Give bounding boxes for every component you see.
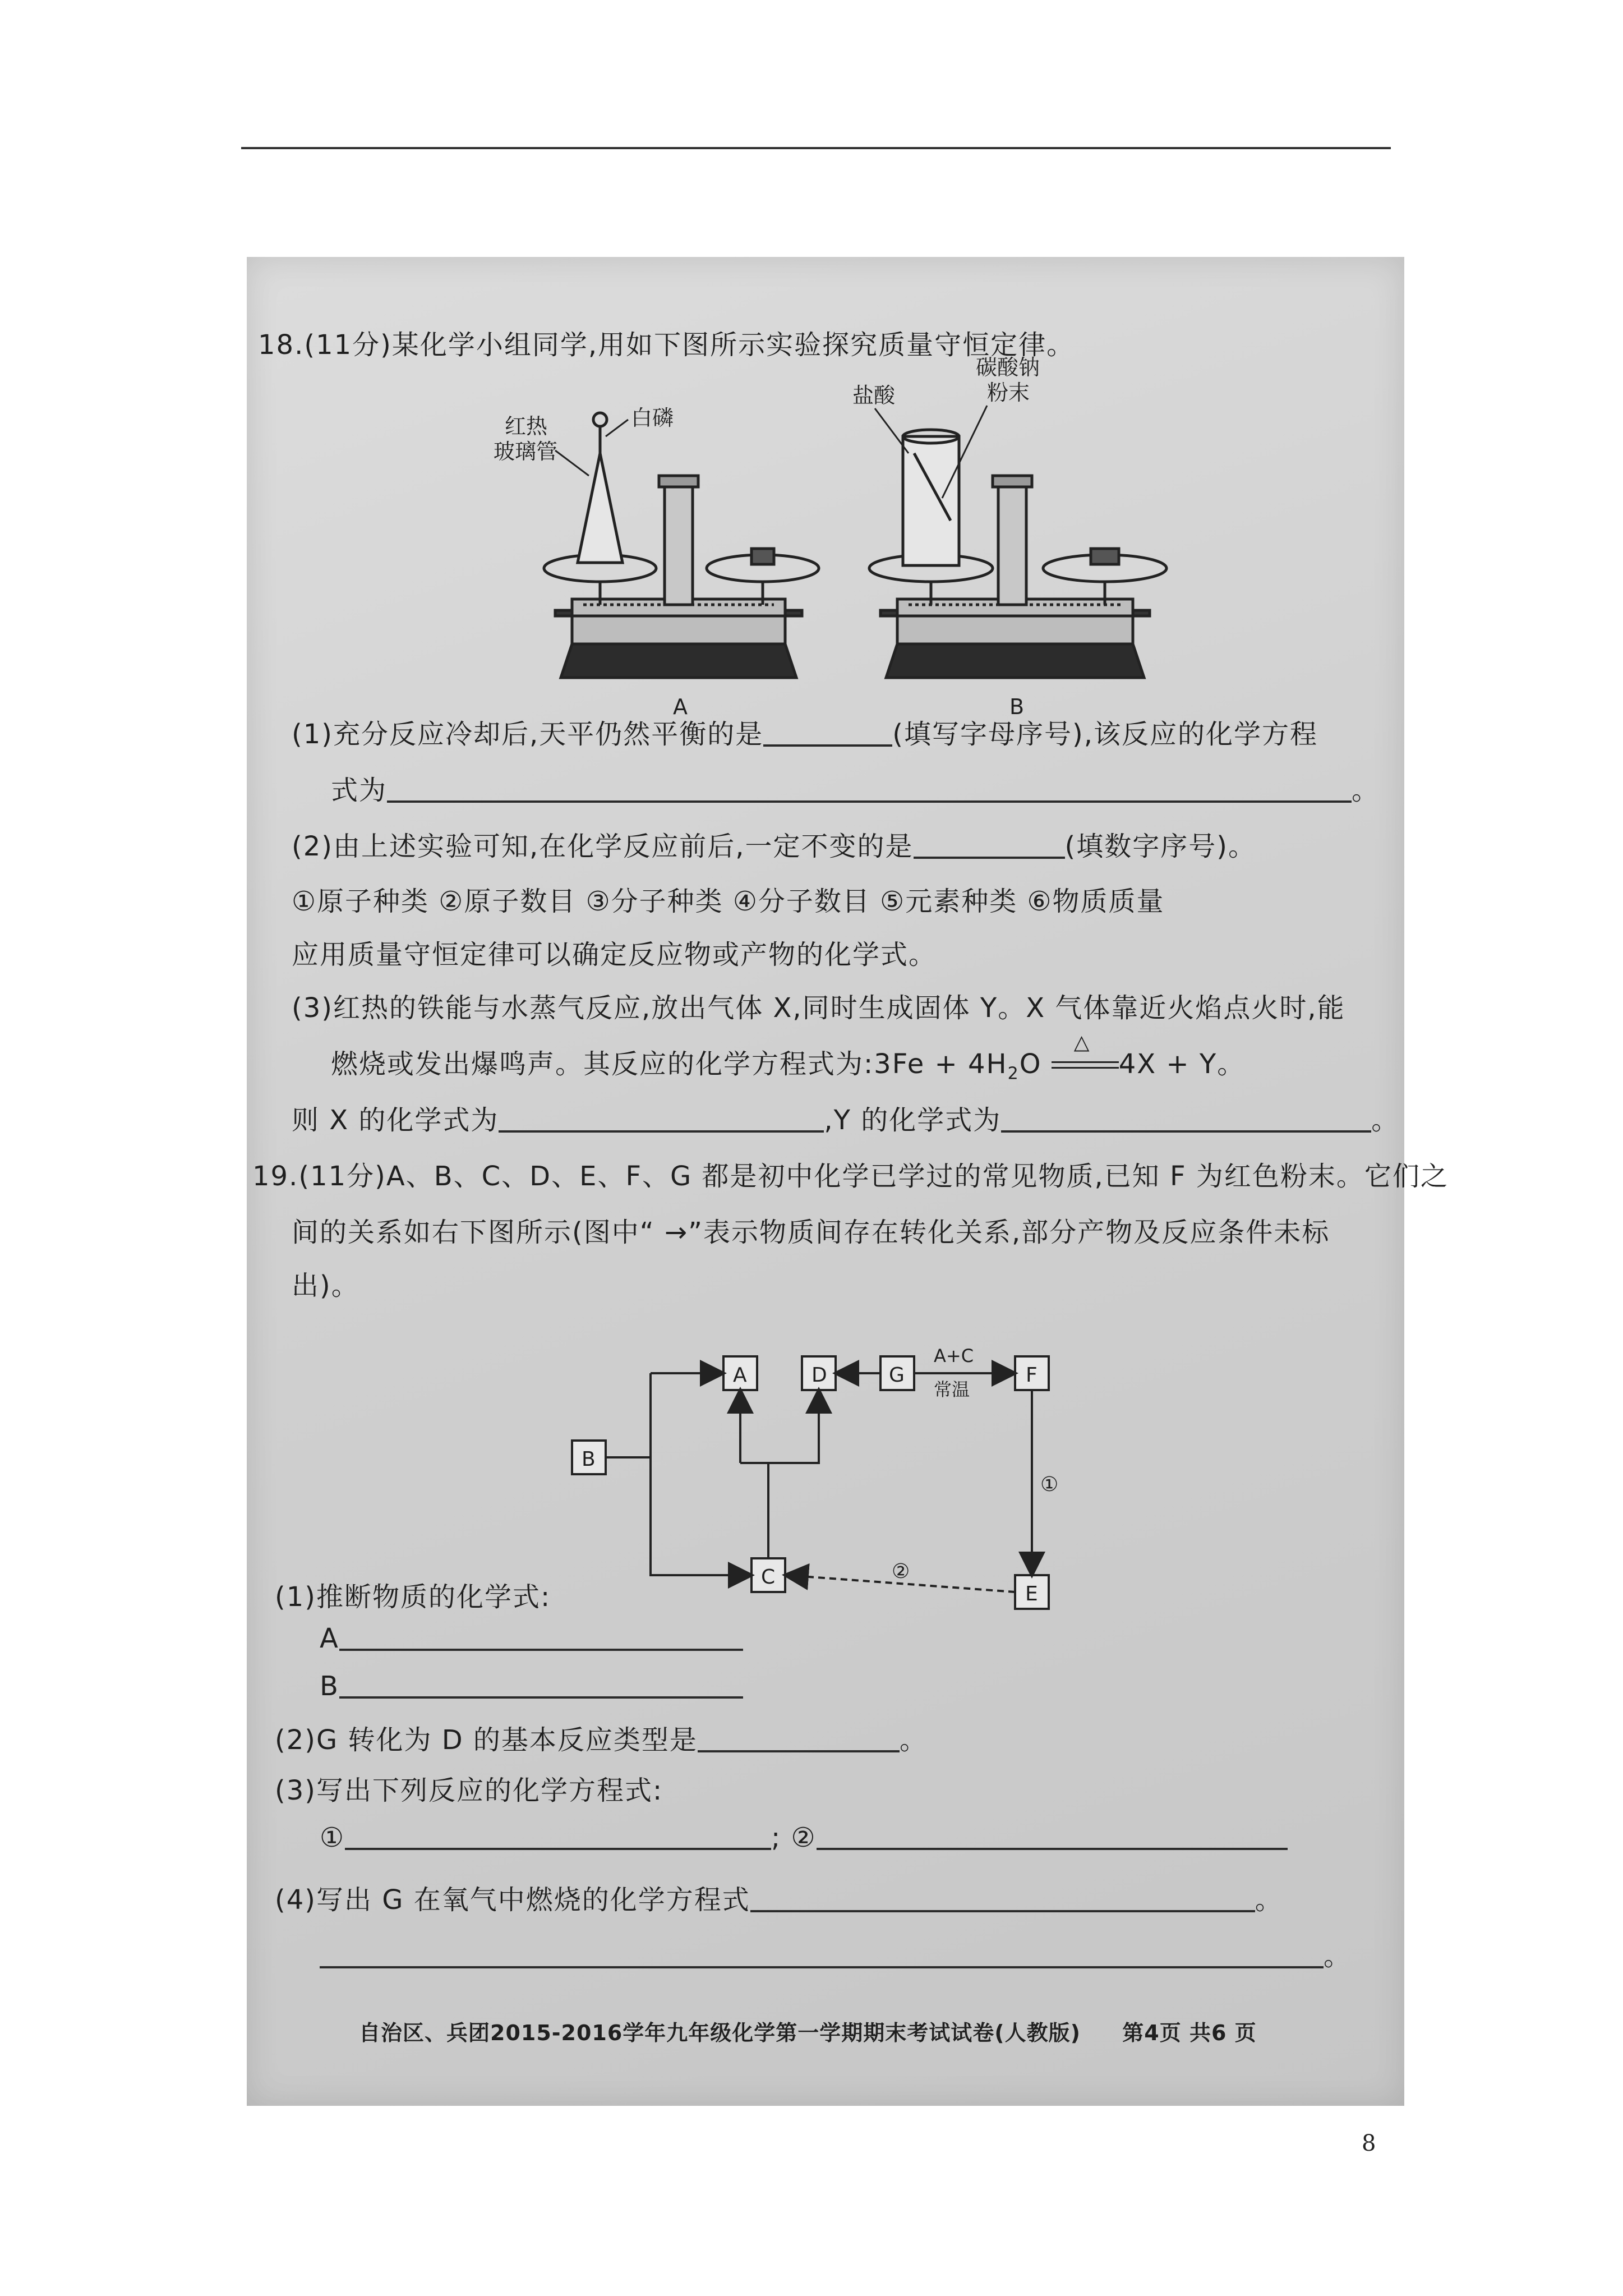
q19-p1-a-blank[interactable]	[339, 1649, 743, 1651]
q19-p3-eq2-label: ; ②	[771, 1822, 817, 1853]
q19-p3-eq1-blank[interactable]	[345, 1848, 771, 1850]
balance-a	[544, 413, 819, 678]
delta-icon: △	[1073, 1031, 1091, 1054]
label-b: B	[1009, 694, 1025, 719]
q18-p1-text-c: 式为	[331, 775, 388, 806]
q18-p1-text-a: (1)充分反应冷却后,天平仍然平衡的是	[292, 719, 764, 750]
q19-line-end: 。	[1324, 1940, 1352, 1972]
exam-footer	[359, 2016, 1257, 2046]
q18-p3-end: 。	[1371, 1105, 1400, 1136]
label-white-phosphorus: 白磷	[631, 406, 674, 430]
arrow-2-label: ②	[892, 1560, 910, 1583]
q19-p2	[275, 1718, 928, 1757]
q19-p1-a-label: A	[320, 1623, 339, 1654]
q19-p1-b-label: B	[320, 1671, 339, 1702]
exam-footer-page: 第4页 共6 页	[1122, 2021, 1257, 2045]
q18-p1-end: 。	[1352, 775, 1380, 806]
exam-page-photo	[247, 257, 1449, 2106]
q19-p2-blank[interactable]	[698, 1750, 900, 1752]
q18-p2-blank[interactable]	[914, 857, 1065, 859]
q19-p4-line2	[320, 1934, 1352, 1973]
q18-note: 应用质量守恒定律可以确定反应物或产物的化学式。	[292, 939, 937, 970]
q18-eq-arrow	[1052, 1031, 1119, 1077]
q18-p2-text-b: (填数字序号)。	[1064, 831, 1256, 862]
q18-p1-line1	[292, 712, 1318, 751]
node-g-label: G	[889, 1364, 905, 1387]
q18-p3-line1: (3)红热的铁能与水蒸气反应,放出气体 X,同时生成固体 Y。X 气体靠近火焰点火时,能	[292, 992, 1345, 1024]
q18-p1-text-b: (填写字母序号),该反应的化学方程	[892, 719, 1318, 750]
node-f-label: F	[1026, 1364, 1038, 1387]
q19-intro-1: 19.(11分)A、B、C、D、E、F、G 都是初中化学已学过的常见物质,已知 F 为红色粉末。它们之	[252, 1161, 1449, 1192]
label-sodium-carbonate-1: 碳酸钠	[976, 355, 1040, 380]
label-red-hot-1: 红热	[505, 414, 548, 439]
q18-options: ①原子种类 ②原子数目 ③分子种类 ④分子数目 ⑤元素种类 ⑥物质质量	[292, 886, 1165, 917]
q19-p3-eqs	[320, 1822, 1288, 1853]
q18-p3-text-y: ,Y 的化学式为	[824, 1105, 1002, 1136]
q19-intro-2: 间的关系如右下图所示(图中“ →”表示物质间存在转化关系,部分产物及反应条件未标	[292, 1217, 1330, 1248]
cond-top: A+C	[934, 1345, 974, 1366]
q19-p1-a	[320, 1623, 743, 1654]
node-d-label: D	[811, 1364, 827, 1387]
label-a: A	[673, 694, 688, 719]
node-c-label: C	[761, 1566, 776, 1589]
cond-bottom: 常温	[934, 1379, 970, 1400]
conversion-diagram	[566, 1340, 1127, 1631]
balance-b	[869, 430, 1166, 678]
exam-footer-title: 自治区、兵团2015-2016学年九年级化学第一学期期末考试试卷(人教版)	[359, 2021, 1081, 2045]
label-hydrochloric-acid: 盐酸	[852, 383, 896, 408]
label-red-hot-2: 玻璃管	[494, 439, 558, 464]
q19-p4-blank[interactable]	[750, 1910, 1255, 1912]
q18-p2-text-a: (2)由上述实验可知,在化学反应前后,一定不变的是	[292, 831, 914, 862]
q18-p3-blank-y[interactable]	[1001, 1130, 1371, 1133]
q18-p3-text-x: 则 X 的化学式为	[292, 1105, 499, 1136]
q19-p3-eq2-blank[interactable]	[817, 1848, 1288, 1850]
page-number: 8	[1362, 2131, 1376, 2156]
node-a-label: A	[733, 1364, 747, 1387]
q19-p1: (1)推断物质的化学式:	[275, 1581, 551, 1613]
q19-p1-b	[320, 1671, 743, 1702]
header-rule	[241, 147, 1391, 149]
q19-p4-blank-2[interactable]	[320, 1966, 1324, 1968]
q18-eq-o: O	[1019, 1048, 1042, 1080]
q18-p1-blank-equation[interactable]	[387, 800, 1352, 803]
q18-eq-left: 燃烧或发出爆鸣声。其反应的化学方程式为:3Fe + 4H	[331, 1048, 1008, 1080]
q19-p2-text: (2)G 转化为 D 的基本反应类型是	[275, 1724, 698, 1756]
q19-p4-end: 。	[1255, 1884, 1283, 1916]
q18-p1-blank-letter[interactable]	[763, 744, 892, 747]
q19-intro-3: 出)。	[292, 1270, 359, 1301]
balance-illustrations	[494, 341, 1436, 723]
q18-p3-line2	[331, 1031, 1246, 1084]
q18-p2	[292, 825, 1256, 863]
q18-eq-sub: 2	[1007, 1064, 1020, 1084]
node-b-label: B	[582, 1448, 596, 1471]
q19-p3-eq1-label: ①	[320, 1822, 345, 1853]
q19-p1-b-blank[interactable]	[339, 1696, 743, 1699]
q18-p3-blank-x[interactable]	[499, 1130, 824, 1133]
q19-p2-end: 。	[899, 1724, 928, 1756]
q18-p1-line2	[331, 769, 1380, 807]
label-sodium-carbonate-2: 粉末	[987, 380, 1030, 405]
arrow-1-label: ①	[1040, 1473, 1059, 1496]
q18-eq-right: 4X + Y。	[1118, 1048, 1246, 1080]
node-e-label: E	[1025, 1582, 1038, 1605]
q18-title: 18.(11分)某化学小组同学,用如下图所示实验探究质量守恒定律。	[258, 329, 1075, 361]
q19-p4	[275, 1878, 1283, 1917]
q19-p4-text: (4)写出 G 在氧气中燃烧的化学方程式	[275, 1884, 750, 1916]
q19-p3: (3)写出下列反应的化学方程式:	[275, 1775, 663, 1806]
q18-p3-line3	[292, 1098, 1399, 1137]
